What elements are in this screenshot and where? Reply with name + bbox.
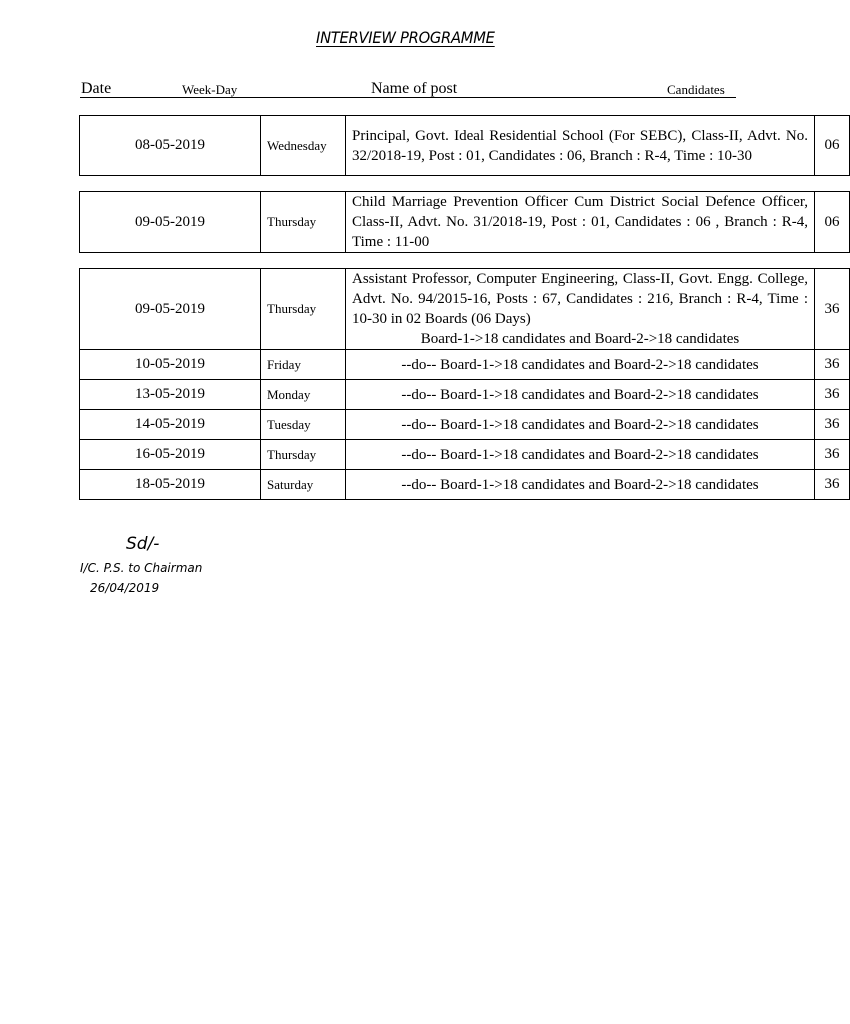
table-row	[80, 380, 850, 410]
schedule-table-3	[79, 268, 850, 500]
cell-candidates: 36	[815, 440, 850, 470]
cell-post	[346, 269, 815, 350]
cell-post: --do-- Board-1->18 candidates and Board-2->18 candidates	[346, 380, 815, 410]
cell-post: Child Marriage Prevention Officer Cum District Social Defence Officer, Class-II, Advt. No. 31/2018-19, Post : 01, Candidates : 06 , Branch : R-4, Time : 11-00	[346, 192, 815, 253]
cell-post: --do-- Board-1->18 candidates and Board-2->18 candidates	[346, 410, 815, 440]
cell-date: 13-05-2019	[80, 380, 261, 410]
cell-weekday: Monday	[261, 380, 346, 410]
cell-weekday: Tuesday	[261, 410, 346, 440]
table-row	[80, 440, 850, 470]
signature-mark: Sd/-	[126, 534, 160, 554]
cell-post: --do-- Board-1->18 candidates and Board-2->18 candidates	[346, 440, 815, 470]
cell-weekday: Thursday	[261, 269, 346, 350]
cell-date: 09-05-2019	[80, 269, 261, 350]
cell-candidates: 06	[815, 116, 850, 176]
cell-post: --do-- Board-1->18 candidates and Board-2->18 candidates	[346, 470, 815, 500]
cell-date: 14-05-2019	[80, 410, 261, 440]
schedule-table-1	[79, 115, 850, 176]
table-row	[80, 116, 850, 176]
cell-weekday: Thursday	[261, 440, 346, 470]
cell-candidates: 36	[815, 350, 850, 380]
post-description: Assistant Professor, Computer Engineering, Class-II, Govt. Engg. College, Advt. No. 94/2015-16, Posts : 67, Candidates : 216, Branch : R-4, Time : 10-30 in 02 Boards (06 Days)	[352, 271, 808, 327]
cell-candidates: 06	[815, 192, 850, 253]
column-header-weekday: Week-Day	[182, 82, 238, 97]
cell-date: 08-05-2019	[80, 116, 261, 176]
schedule-table-2	[79, 191, 850, 253]
cell-weekday: Friday	[261, 350, 346, 380]
signature-role: I/C. P.S. to Chairman	[80, 561, 203, 575]
cell-weekday: Thursday	[261, 192, 346, 253]
header-divider	[80, 97, 736, 98]
table-row	[80, 269, 850, 350]
cell-candidates: 36	[815, 470, 850, 500]
cell-post: Principal, Govt. Ideal Residential School (For SEBC), Class-II, Advt. No. 32/2018-19, Post : 01, Candidates : 06, Branch : R-4, Time : 10-30	[346, 116, 815, 176]
cell-date: 09-05-2019	[80, 192, 261, 253]
cell-candidates: 36	[815, 380, 850, 410]
cell-date: 18-05-2019	[80, 470, 261, 500]
table-row	[80, 470, 850, 500]
table-row	[80, 350, 850, 380]
column-header-date: Date	[81, 80, 112, 97]
table-row	[80, 410, 850, 440]
cell-candidates: 36	[815, 410, 850, 440]
page-title: INTERVIEW PROGRAMME	[316, 28, 495, 47]
cell-candidates: 36	[815, 269, 850, 350]
column-header-post: Name of post	[371, 80, 458, 97]
cell-weekday: Wednesday	[261, 116, 346, 176]
signature-date: 26/04/2019	[90, 581, 160, 595]
table-row	[80, 192, 850, 253]
post-board-split: Board-1->18 candidates and Board-2->18 candidates	[420, 331, 740, 347]
column-header-candidates: Candidates	[667, 82, 725, 97]
cell-date: 16-05-2019	[80, 440, 261, 470]
cell-weekday: Saturday	[261, 470, 346, 500]
cell-post: --do-- Board-1->18 candidates and Board-2->18 candidates	[346, 350, 815, 380]
cell-date: 10-05-2019	[80, 350, 261, 380]
